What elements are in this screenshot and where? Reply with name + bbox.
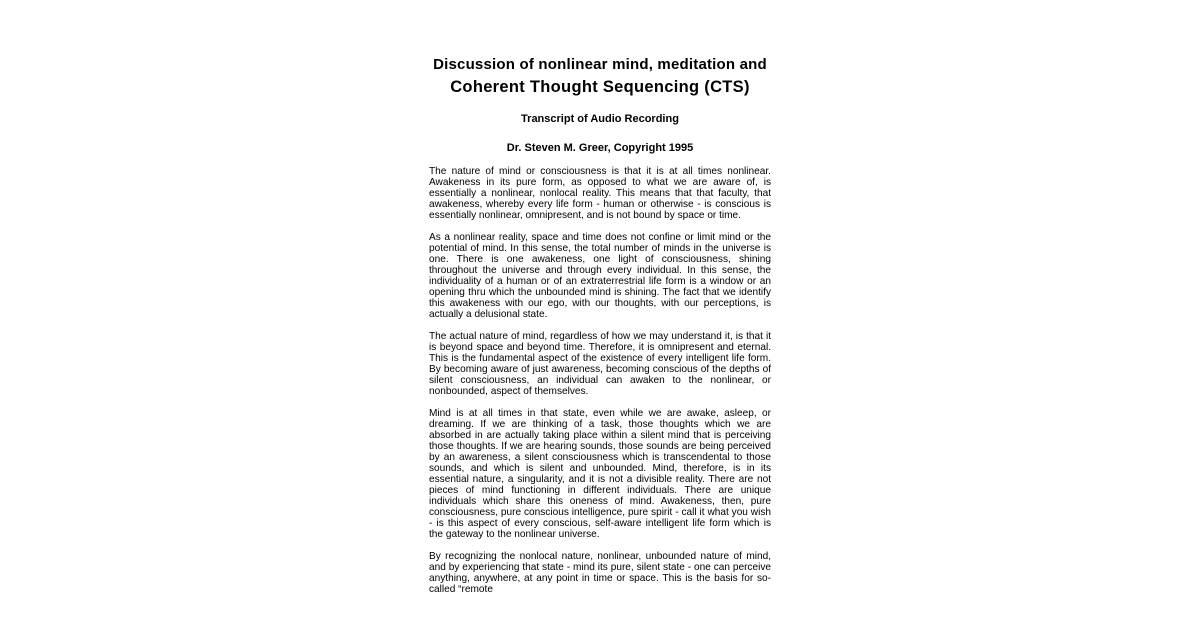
document-body (429, 166, 771, 595)
document-title (429, 56, 771, 97)
paragraph-3: The actual nature of mind, regardless of how we may understand it, is that it is beyond space and beyond time. Therefore, it is omnipresent and eternal. This is the fundamental aspect of the existence of every intelligent life form. By becoming aware of just awareness, becoming conscious of the depths of silent consciousness, an individual can awaken to the nonlinear, or nonbounded, aspect of themselves. (429, 331, 771, 398)
title-line-2: Coherent Thought Sequencing (CTS) (450, 77, 750, 96)
title-line-1: Discussion of nonlinear mind, meditation and (433, 56, 767, 73)
paragraph-4: Mind is at all times in that state, even while we are awake, asleep, or dreaming. If we are thinking of a task, those thoughts which we are absorbed in are actually taking place within a silent mind that is perceiving those thoughts. If we are hearing sounds, those sounds are being perceived by an awareness, a silent consciousness which is transcendental to those sounds, and which is silent and unbounded. Mind, therefore, is in its essential nature, a singularity, and it is not a divisible reality. There are not pieces of mind functioning in different individuals. There are unique individuals which share this oneness of mind. Awakeness, then, pure consciousness, pure conscious intelligence, pure spirit - call it what you wish - is this aspect of every conscious, self-aware intelligent life form which is the gateway to the nonlinear universe. (429, 408, 771, 541)
document-author: Dr. Steven M. Greer, Copyright 1995 (506, 142, 694, 155)
document-subtitle: Transcript of Audio Recording (521, 113, 679, 126)
paragraph-1: The nature of mind or consciousness is that it is at all times nonlinear. Awakeness in its pure form, as opposed to what we are aware of, is essentially a nonlinear, nonlocal reality. This means that that faculty, that awakeness, whereby every life form - human or otherwise - is conscious is essentially nonlinear, omnipresent, and is not bound by space or time. (429, 166, 771, 222)
paragraph-2: As a nonlinear reality, space and time does not confine or limit mind or the potential of mind. In this sense, the total number of minds in the universe is one. There is one awakeness, one light of consciousness, shining throughout the universe and through every individual. In this sense, the individuality of a human or of an extraterrestrial life form is a window or an opening thru which the unbounded mind is shining. The fact that we identify this awakeness with our ego, with our thoughts, with our perceptions, is actually a delusional state. (429, 232, 771, 321)
paragraph-5: By recognizing the nonlocal nature, nonlinear, unbounded nature of mind, and by experiencing that state - mind its pure, silent state - one can perceive anything, anywhere, at any point in time or space. This is the basis for so-called “remote (429, 551, 771, 596)
document-page (429, 56, 771, 606)
